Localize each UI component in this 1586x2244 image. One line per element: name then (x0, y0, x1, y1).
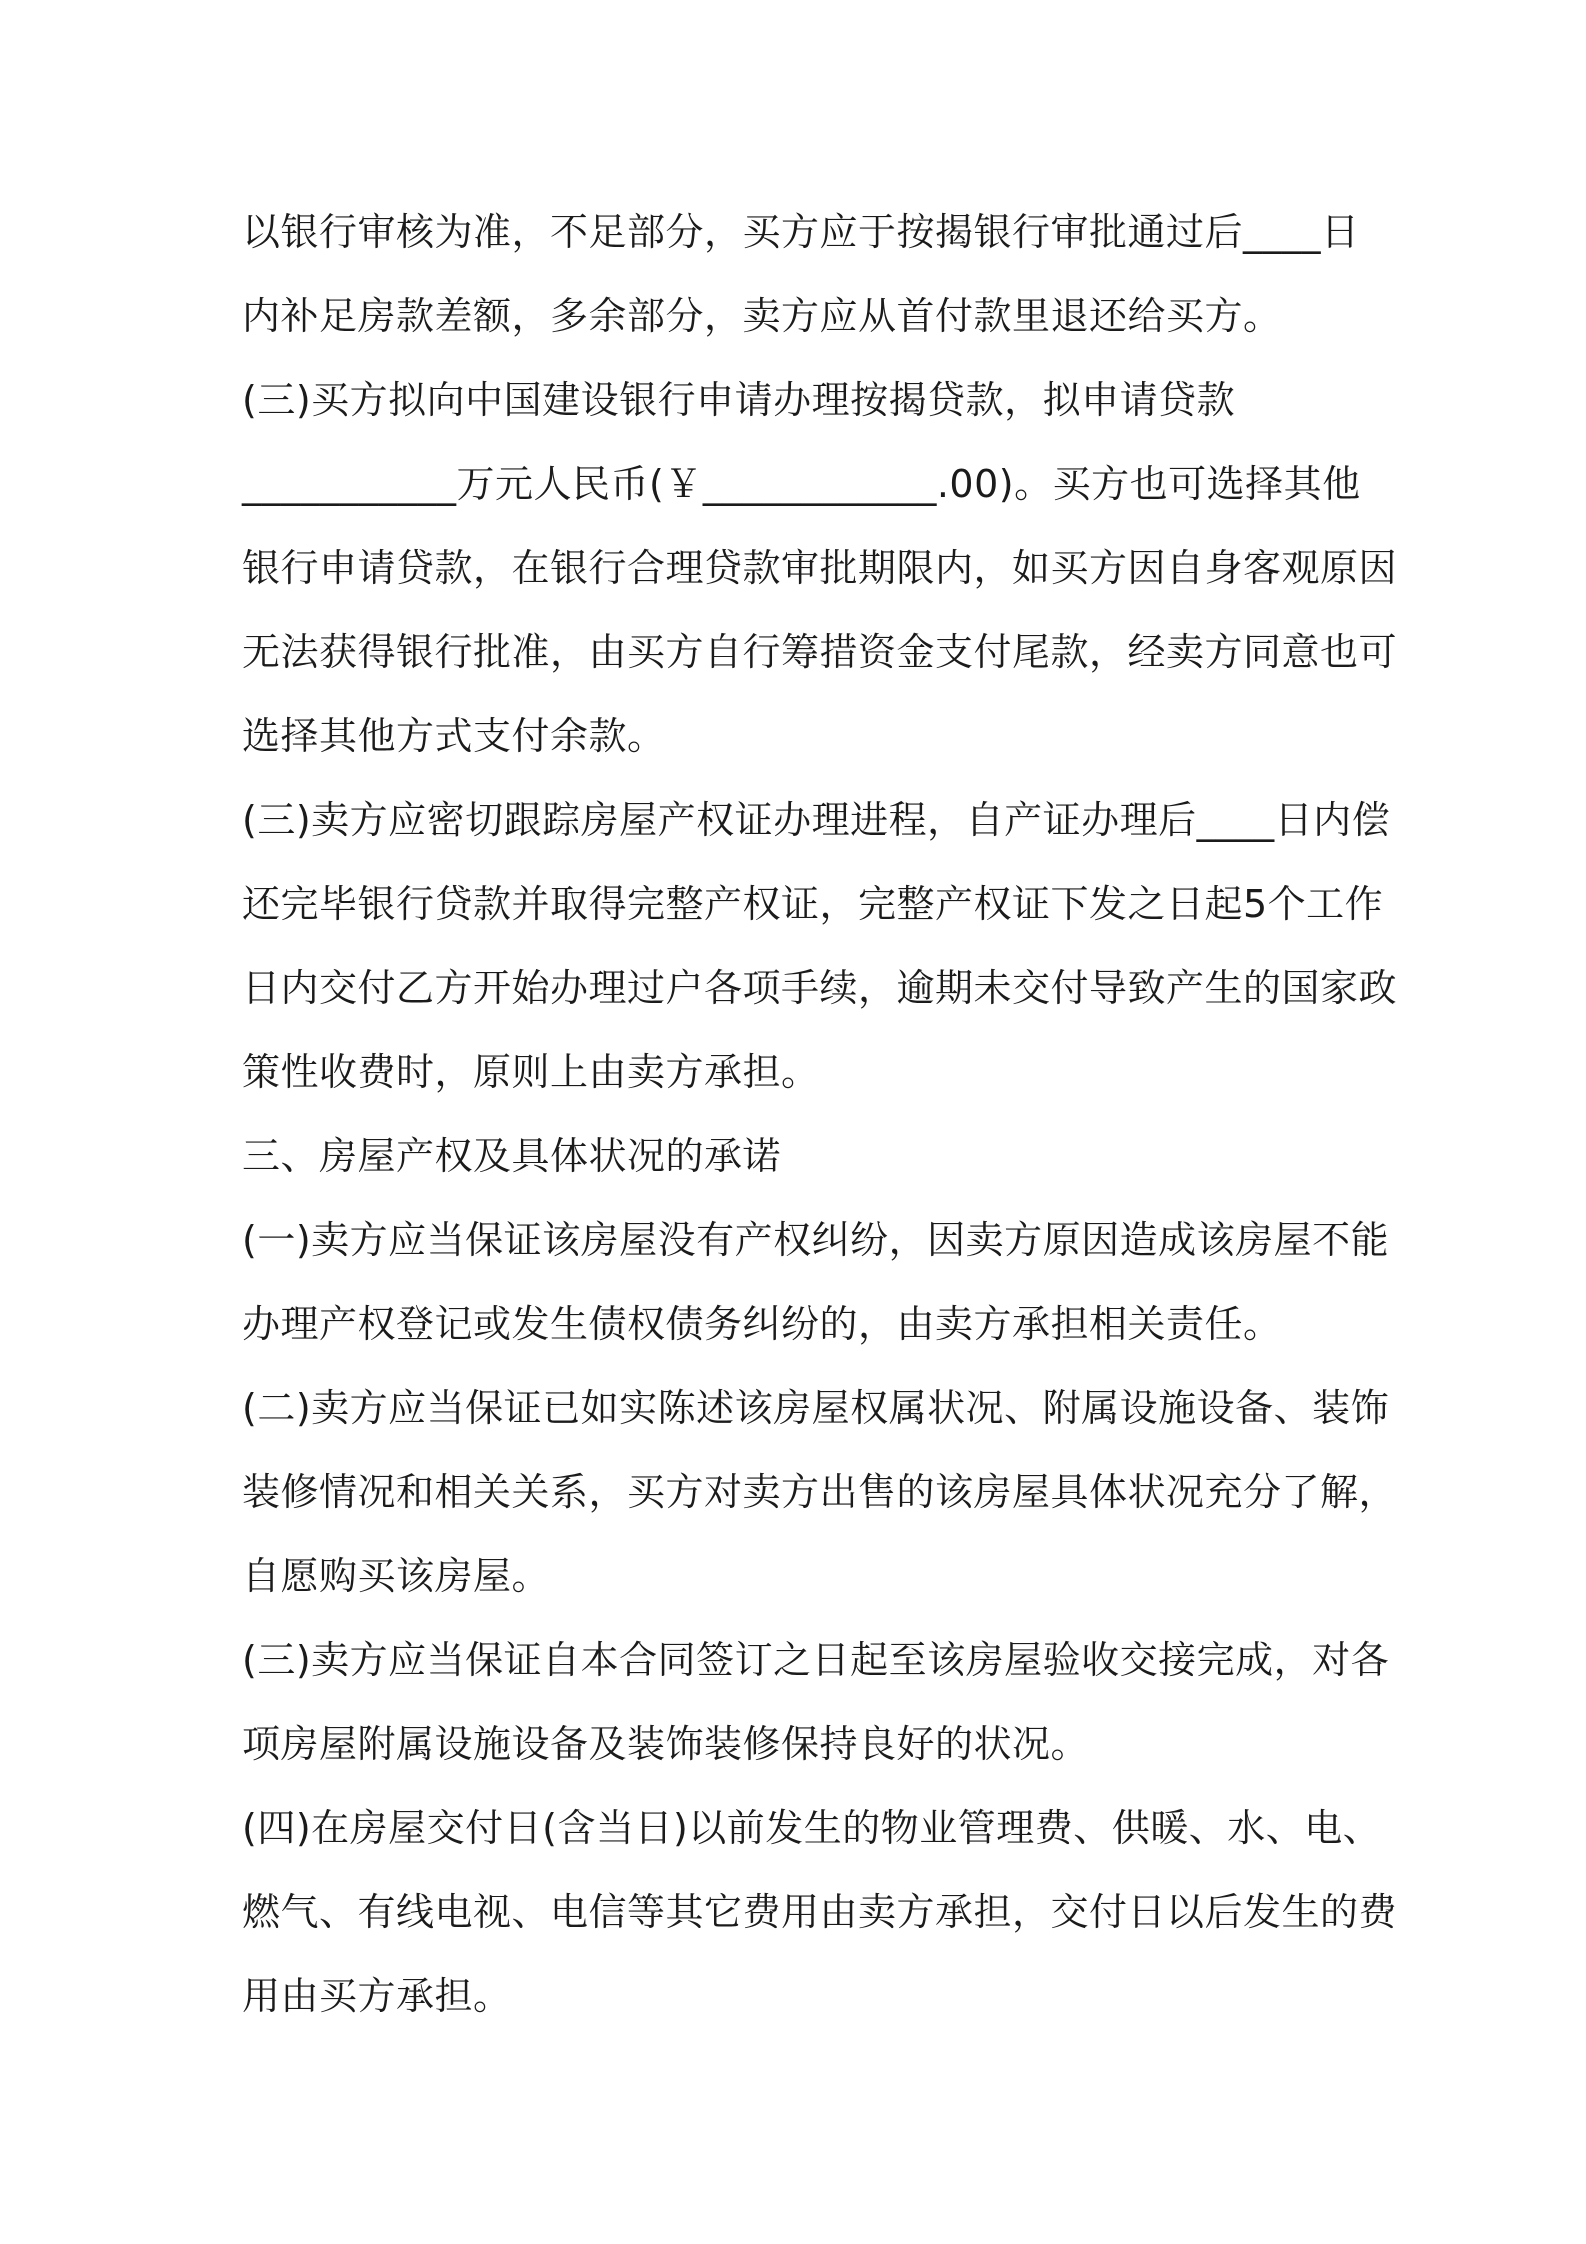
text-line: 还完毕银行贷款并取得完整产权证，完整产权证下发之日起5个工作 (242, 882, 1384, 926)
text-line: (三)卖方应当保证自本合同签订之日起至该房屋验收交接完成，对各 (242, 1638, 1390, 1682)
text-line: 选择其他方式支付余款。 (242, 714, 666, 758)
section-heading: 三、房屋产权及具体状况的承诺 (242, 1134, 782, 1178)
text-line: ___________万元人民币(￥____________.00)。买方也可选择其他 (242, 462, 1361, 506)
text-line: (一)卖方应当保证该房屋没有产权纠纷，因卖方原因造成该房屋不能 (242, 1218, 1390, 1262)
text-line: 日内交付乙方开始办理过户各项手续，逾期未交付导致产生的国家政 (242, 966, 1398, 1010)
text-line: (三)买方拟向中国建设银行申请办理按揭贷款，拟申请贷款 (242, 378, 1236, 422)
text-line: (四)在房屋交付日(含当日)以前发生的物业管理费、供暖、水、电、 (242, 1806, 1382, 1850)
text-line: 用由买方承担。 (242, 1974, 512, 2018)
text-line: 燃气、有线电视、电信等其它费用由卖方承担，交付日以后发生的费 (242, 1890, 1398, 1934)
text-line: 装修情况和相关关系，买方对卖方出售的该房屋具体状况充分了解， (242, 1470, 1398, 1514)
text-line: 银行申请贷款，在银行合理贷款审批期限内，如买方因自身客观原因 (242, 546, 1398, 590)
text-line: 以银行审核为准，不足部分，买方应于按揭银行审批通过后____日 (242, 210, 1360, 254)
text-line: 自愿购买该房屋。 (242, 1554, 551, 1598)
contract-text (242, 190, 1398, 2038)
text-line: 办理产权登记或发生债权债务纠纷的，由卖方承担相关责任。 (242, 1302, 1282, 1346)
text-line: 无法获得银行批准，由买方自行筹措资金支付尾款，经卖方同意也可 (242, 630, 1398, 674)
text-line: (二)卖方应当保证已如实陈述该房屋权属状况、附属设施设备、装饰 (242, 1386, 1390, 1430)
text-line: 项房屋附属设施设备及装饰装修保持良好的状况。 (242, 1722, 1090, 1766)
text-line: 内补足房款差额，多余部分，卖方应从首付款里退还给买方。 (242, 294, 1282, 338)
text-line: (三)卖方应密切跟踪房屋产权证办理进程，自产证办理后____日内偿 (242, 798, 1391, 842)
text-line: 策性收费时，原则上由卖方承担。 (242, 1050, 820, 1094)
